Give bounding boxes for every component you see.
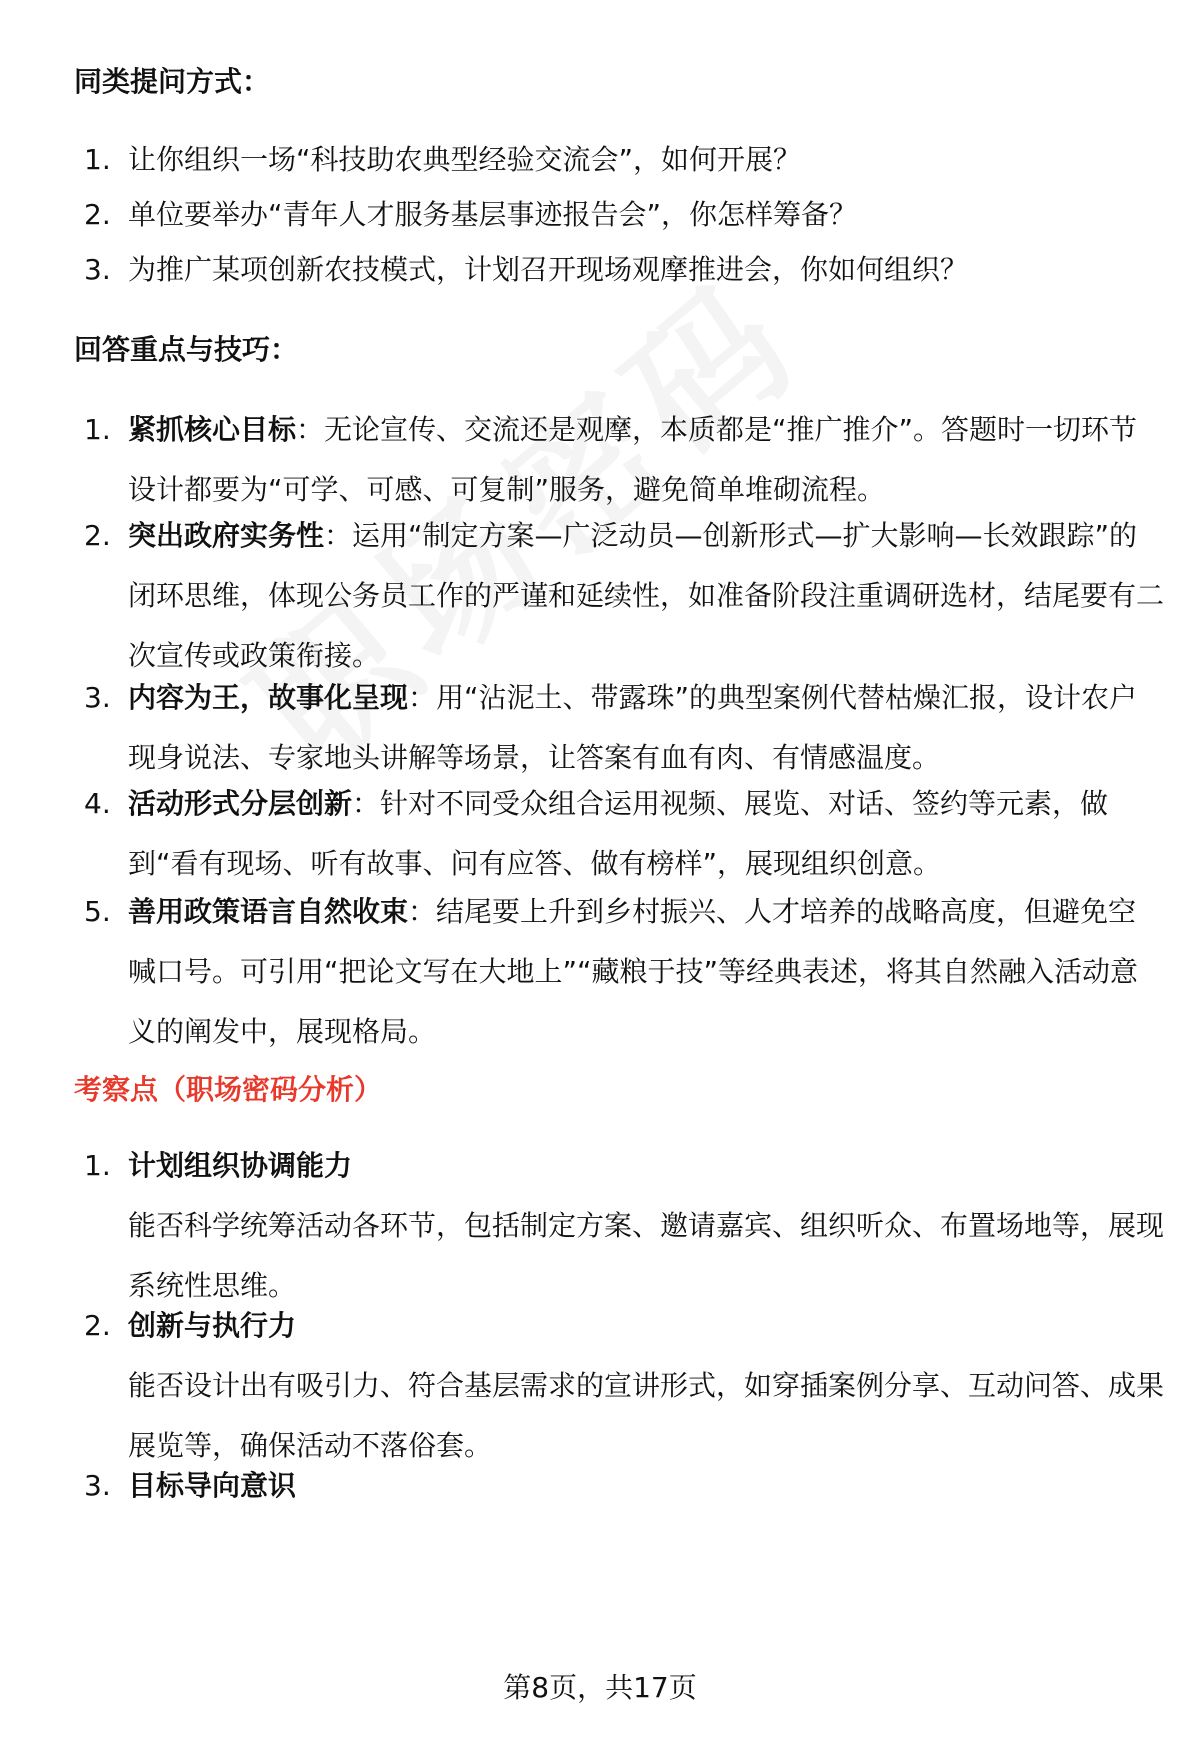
list-item	[84, 1456, 1164, 1516]
list-item-text	[128, 882, 1164, 1062]
list-number: 2.	[84, 198, 111, 231]
list-item	[84, 1296, 1164, 1476]
list-item	[84, 882, 1164, 1062]
list-number: 5.	[84, 895, 111, 928]
list-item-title: 突出政府实务性	[128, 519, 325, 552]
list-item-title: 善用政策语言自然收束	[128, 895, 409, 928]
list-item-title: 内容为王，故事化呈现	[128, 681, 409, 714]
list-number: 2.	[84, 1309, 111, 1342]
list-item-description: ：用“沾泥土、带露珠”的典型案例代替枯燥汇报，设计农户现身说法、专家地头讲解等场景，让答案有血有肉、有情感温度。	[128, 681, 1138, 774]
list-item-text	[128, 506, 1164, 686]
list-item-description: 能否科学统筹活动各环节，包括制定方案、邀请嘉宾、组织听众、布置场地等，展现系统性思维。	[128, 1209, 1165, 1302]
list-number: 4.	[84, 787, 111, 820]
list-item-description: ：无论宣传、交流还是观摩，本质都是“推广推介”。答题时一切环节设计都要为“可学、可感、可复制”服务，避免简单堆砌流程。	[128, 413, 1138, 506]
list-number: 3.	[84, 681, 111, 714]
list-item	[84, 400, 1164, 520]
list-number: 3.	[84, 253, 111, 286]
list-item-text	[128, 1136, 1164, 1316]
list-item	[84, 668, 1164, 788]
list-item-description: ：针对不同受众组合运用视频、展览、对话、签约等元素，做到“看有现场、听有故事、问有应答、做有榜样”，展现组织创意。	[128, 787, 1109, 880]
list-item-text: 为推广某项创新农技模式，计划召开现场观摩推进会，你如何组织？	[128, 253, 969, 286]
list-item-text	[128, 1296, 1164, 1476]
list-number: 1.	[84, 1149, 111, 1182]
list-item-text	[128, 1456, 1164, 1516]
list-item	[84, 130, 1164, 190]
list-item-title: 紧抓核心目标	[128, 413, 297, 446]
list-item-text: 单位要举办“青年人才服务基层事迹报告会”，你怎样筹备？	[128, 198, 858, 231]
list-item	[84, 240, 1164, 300]
list-item-description: 能否设计出有吸引力、符合基层需求的宣讲形式，如穿插案例分享、互动问答、成果展览等，确保活动不落俗套。	[128, 1369, 1165, 1462]
section-heading-tips: 回答重点与技巧：	[74, 333, 299, 366]
list-item	[84, 506, 1164, 686]
list-item	[84, 774, 1164, 894]
page-number-footer: 第8页，共17页	[503, 1671, 697, 1704]
section-heading-points: 考察点（职场密码分析）	[74, 1073, 383, 1106]
list-item-text	[128, 400, 1164, 520]
list-number: 1.	[84, 413, 111, 446]
list-item-text	[128, 668, 1164, 788]
list-item-description: ：结尾要上升到乡村振兴、人才培养的战略高度，但避免空喊口号。可引用“把论文写在大地上”“藏粮于技”等经典表述，将其自然融入活动意义的阐发中，展现格局。	[128, 895, 1139, 1048]
list-item-title: 目标导向意识	[128, 1469, 297, 1502]
list-item-title: 创新与执行力	[128, 1309, 297, 1342]
list-item-text	[128, 774, 1164, 894]
list-number: 2.	[84, 519, 111, 552]
list-number: 3.	[84, 1469, 111, 1502]
list-number: 1.	[84, 143, 111, 176]
list-item-text: 让你组织一场“科技助农典型经验交流会”，如何开展？	[128, 143, 802, 176]
list-item-title: 活动形式分层创新	[128, 787, 353, 820]
list-item	[84, 185, 1164, 245]
list-item-description: ：运用“制定方案—广泛动员—创新形式—扩大影响—长效跟踪”的闭环思维，体现公务员工作的严谨和延续性，如准备阶段注重调研选材，结尾要有二次宣传或政策衔接。	[128, 519, 1165, 672]
list-item-title: 计划组织协调能力	[128, 1149, 353, 1182]
section-heading-similar: 同类提问方式：	[74, 65, 271, 98]
list-item	[84, 1136, 1164, 1316]
